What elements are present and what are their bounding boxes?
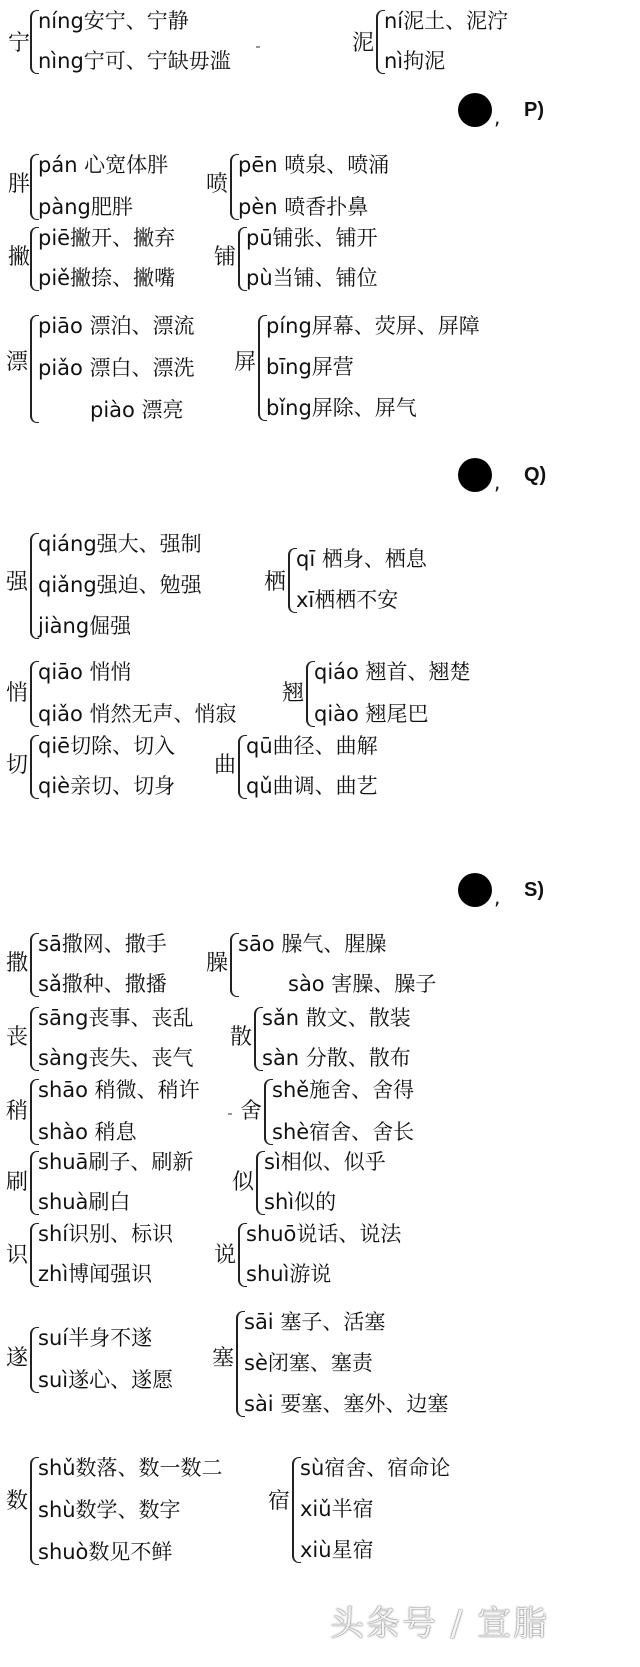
reading-line: sè闭塞、塞责 bbox=[244, 1351, 373, 1375]
reading-line: shuì游说 bbox=[246, 1262, 332, 1286]
reading-line: pán 心宽体胖 bbox=[38, 153, 169, 177]
reading-line: píng屏幕、荧屏、屏障 bbox=[266, 314, 480, 338]
reading-line: qǔ曲调、曲艺 bbox=[246, 774, 378, 798]
reading-line: shuā刷子、刷新 bbox=[38, 1150, 194, 1174]
reading-line: qiǎo 悄然无声、悄寂 bbox=[38, 702, 237, 726]
reading-line: nìng宁可、宁缺毋滥 bbox=[38, 49, 231, 73]
reading-line: sǎn 散文、散装 bbox=[262, 1006, 411, 1030]
scan-speck bbox=[256, 46, 260, 48]
reading-line: sǎ撒种、撒播 bbox=[38, 972, 167, 996]
entry-character: 喷 bbox=[206, 172, 229, 197]
reading-line: shāo 稍微、稍许 bbox=[38, 1078, 200, 1102]
reading-line: pēn 喷泉、喷涌 bbox=[238, 153, 390, 177]
entry-character: 铺 bbox=[214, 245, 237, 270]
reading-line: sài 要塞、塞外、边塞 bbox=[244, 1392, 449, 1416]
reading-line: sāi 塞子、活塞 bbox=[244, 1310, 386, 1334]
reading-line: suí半身不遂 bbox=[38, 1326, 153, 1350]
reading-line: piǎo 漂白、漂洗 bbox=[38, 356, 195, 380]
entry-character: 丧 bbox=[6, 1025, 29, 1050]
bullet-dot-icon bbox=[458, 93, 492, 127]
reading-line: xiǔ半宿 bbox=[300, 1497, 374, 1521]
entry-character: 数 bbox=[6, 1489, 29, 1514]
entry-character: 漂 bbox=[6, 350, 29, 375]
reading-line: xiù星宿 bbox=[300, 1538, 374, 1562]
entry-character: 宁 bbox=[8, 31, 31, 56]
entry-character: 翘 bbox=[282, 681, 305, 706]
entry-character: 切 bbox=[6, 753, 29, 778]
section-letter: Q) bbox=[524, 464, 547, 486]
reading-line: sāng丧事、丧乱 bbox=[38, 1006, 194, 1030]
entry-character: 栖 bbox=[264, 570, 287, 595]
reading-line: zhì博闻强识 bbox=[38, 1262, 153, 1286]
entry-character: 屏 bbox=[234, 350, 257, 375]
reading-line: qiǎng强迫、勉强 bbox=[38, 573, 202, 597]
entry-character: 曲 bbox=[214, 753, 237, 778]
entry-character: 宿 bbox=[268, 1489, 291, 1514]
reading-line: pū铺张、铺开 bbox=[246, 226, 378, 250]
reading-line: níng安宁、宁静 bbox=[38, 9, 189, 33]
reading-line: shě施舍、舍得 bbox=[272, 1078, 415, 1102]
entry-character: 说 bbox=[214, 1243, 237, 1268]
reading-line: sì相似、似乎 bbox=[264, 1150, 386, 1174]
entry-character: 稍 bbox=[6, 1099, 29, 1124]
bullet-dot-icon bbox=[458, 458, 492, 492]
reading-line: qiāo 悄悄 bbox=[38, 660, 132, 684]
section-letter: S) bbox=[524, 879, 544, 901]
reading-line: sàn 分散、散布 bbox=[262, 1046, 411, 1070]
scan-speck bbox=[228, 1113, 232, 1115]
reading-line: shí识别、标识 bbox=[38, 1222, 174, 1246]
reading-line: shuà刷白 bbox=[38, 1190, 131, 1214]
reading-line: nì拘泥 bbox=[384, 49, 446, 73]
entry-character: 识 bbox=[6, 1243, 29, 1268]
reading-line: qiáo 翘首、翘楚 bbox=[314, 660, 471, 684]
reading-line: qiē切除、切入 bbox=[38, 734, 176, 758]
reading-line: piào 漂亮 bbox=[90, 398, 184, 422]
entry-character: 遂 bbox=[6, 1346, 29, 1371]
entry-character: 撇 bbox=[8, 245, 31, 270]
reading-line: xī栖栖不安 bbox=[296, 588, 399, 612]
bullet-dot-icon bbox=[458, 873, 492, 907]
reading-line: qiáng强大、强制 bbox=[38, 532, 202, 556]
reading-line: bǐng屏除、屏气 bbox=[266, 396, 417, 420]
section-comma: , bbox=[494, 885, 501, 909]
reading-line: qiè亲切、切身 bbox=[38, 774, 176, 798]
reading-line: suì遂心、遂愿 bbox=[38, 1368, 174, 1392]
reading-line: jiàng倔强 bbox=[38, 614, 132, 638]
reading-line: piē撇开、撇弃 bbox=[38, 226, 176, 250]
entry-character: 舍 bbox=[240, 1099, 263, 1124]
entry-character: 胖 bbox=[8, 172, 31, 197]
reading-line: qū曲径、曲解 bbox=[246, 734, 378, 758]
reading-line: shè宿舍、舍长 bbox=[272, 1120, 415, 1144]
entry-character: 臊 bbox=[206, 951, 229, 976]
reading-line: sù宿舍、宿命论 bbox=[300, 1456, 451, 1480]
reading-line: sàng丧失、丧气 bbox=[38, 1046, 194, 1070]
reading-line: shǔ数落、数一数二 bbox=[38, 1456, 223, 1480]
reading-line: ní泥土、泥泞 bbox=[384, 9, 509, 33]
reading-line: shì似的 bbox=[264, 1190, 337, 1214]
entry-character: 悄 bbox=[6, 681, 29, 706]
entry-character: 似 bbox=[232, 1170, 255, 1195]
reading-line: piě撇捺、撇嘴 bbox=[38, 266, 176, 290]
reading-line: shù数学、数字 bbox=[38, 1498, 181, 1522]
reading-line: qiào 翘尾巴 bbox=[314, 702, 429, 726]
section-comma: , bbox=[494, 105, 501, 129]
entry-character: 塞 bbox=[212, 1346, 235, 1371]
reading-line: bīng屏营 bbox=[266, 355, 354, 379]
reading-line: pù当铺、铺位 bbox=[246, 266, 378, 290]
section-comma: , bbox=[494, 470, 501, 494]
reading-line: shuò数见不鲜 bbox=[38, 1540, 173, 1564]
entry-character: 散 bbox=[230, 1025, 253, 1050]
reading-line: shuō说话、说法 bbox=[246, 1222, 402, 1246]
reading-line: shào 稍息 bbox=[38, 1120, 137, 1144]
reading-line: piāo 漂泊、漂流 bbox=[38, 314, 195, 338]
reading-line: sāo 臊气、腥臊 bbox=[238, 932, 387, 956]
reading-line: pèn 喷香扑鼻 bbox=[238, 195, 369, 219]
entry-character: 泥 bbox=[352, 31, 375, 56]
reading-line: qī 栖身、栖息 bbox=[296, 547, 427, 571]
watermark: 头条号 / 宣脂 bbox=[330, 1604, 550, 1644]
entry-character: 撒 bbox=[6, 951, 29, 976]
entry-character: 强 bbox=[6, 570, 29, 595]
section-letter: P) bbox=[524, 99, 544, 121]
entry-character: 刷 bbox=[6, 1170, 29, 1195]
reading-line: pàng肥胖 bbox=[38, 195, 133, 219]
reading-line: sào 害臊、臊子 bbox=[288, 972, 437, 996]
reading-line: sā撒网、撒手 bbox=[38, 932, 167, 956]
